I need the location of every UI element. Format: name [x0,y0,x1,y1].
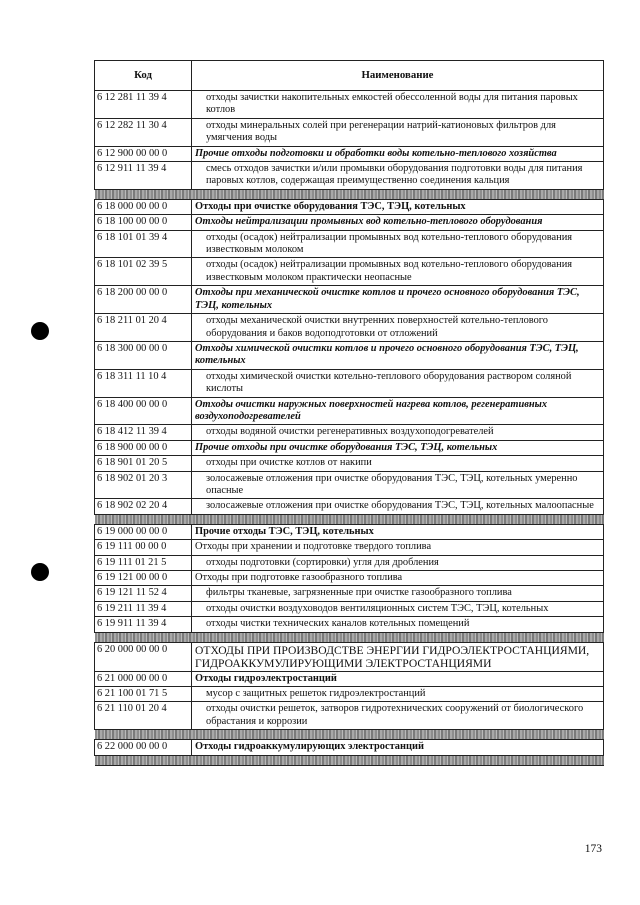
divider-cell [95,189,604,199]
row-code: 6 18 901 01 20 5 [95,456,192,471]
row-name: фильтры тканевые, загрязненные при очистке газообразного топлива [192,586,604,601]
row-code: 6 18 412 11 39 4 [95,425,192,440]
table-row [95,369,604,397]
row-name: Отходы при хранении и подготовке твердого топлива [192,540,604,555]
row-code: 6 21 100 01 71 5 [95,687,192,702]
table-row [95,687,604,702]
table-row [95,425,604,440]
row-name: Отходы химической очистки котлов и прочего основного оборудования ТЭС, ТЭЦ, котельных [192,341,604,369]
row-code: 6 18 300 00 00 0 [95,341,192,369]
binder-hole-bottom [31,563,49,581]
row-code: 6 18 400 00 00 0 [95,397,192,425]
section-divider-band [95,632,604,642]
table-row [95,118,604,146]
row-name: Отходы гидроэлектростанций [192,671,604,686]
table-body [95,91,604,766]
row-code: 6 21 000 00 00 0 [95,671,192,686]
table-header-row [95,61,604,91]
row-name: смесь отходов зачистки и/или промывки оборудования подготовки воды для питания паровых котлов, содержащая преимущественно соединения кальция [192,162,604,190]
row-name: отходы (осадок) нейтрализации промывных вод котельно-теплового оборудования известковым молоком [192,230,604,258]
row-name: отходы очистки решеток, затворов гидротехнических сооружений от биологического обрастания и коррозии [192,702,604,730]
row-code: 6 12 900 00 00 0 [95,146,192,161]
table-row [95,286,604,314]
section-divider-band [95,514,604,524]
page-number: 173 [584,843,602,855]
row-name: золосажевые отложения при очистке оборудования ТЭС, ТЭЦ, котельных малоопасные [192,499,604,514]
row-code: 6 18 311 11 10 4 [95,369,192,397]
table-row [95,314,604,342]
row-name: Отходы нейтрализации промывных вод котельно-теплового оборудования [192,215,604,230]
row-code: 6 19 000 00 00 0 [95,524,192,539]
row-name: отходы механической очистки внутренних поверхностей котельно-теплового оборудования и баков водоподготовки от отложений [192,314,604,342]
table-row [95,601,604,616]
table-row [95,91,604,119]
row-code: 6 18 101 01 39 4 [95,230,192,258]
table-row [95,524,604,539]
section-divider-band [95,755,604,765]
table-row [95,540,604,555]
row-name: отходы подготовки (сортировки) угля для дробления [192,555,604,570]
row-code: 6 12 911 11 39 4 [95,162,192,190]
header-code: Код [95,61,192,91]
divider-cell [95,755,604,765]
row-code: 6 19 121 00 00 0 [95,571,192,586]
table-row [95,702,604,730]
waste-classifier-table [94,60,604,766]
table-row [95,440,604,455]
row-code: 6 18 100 00 00 0 [95,215,192,230]
table-row [95,471,604,499]
table-row [95,456,604,471]
row-name: отходы зачистки накопительных емкостей обессоленной воды для питания паровых котлов [192,91,604,119]
table-row [95,230,604,258]
row-code: 6 19 111 01 21 5 [95,555,192,570]
table-row [95,199,604,214]
row-name: мусор с защитных решеток гидроэлектростанций [192,687,604,702]
row-code: 6 18 101 02 39 5 [95,258,192,286]
table-row [95,617,604,632]
row-name: отходы очистки воздуховодов вентиляционных систем ТЭС, ТЭЦ, котельных [192,601,604,616]
section-divider-band [95,189,604,199]
row-code: 6 21 110 01 20 4 [95,702,192,730]
row-name: отходы чистки технических каналов котельных помещений [192,617,604,632]
row-code: 6 18 900 00 00 0 [95,440,192,455]
row-name: Отходы при подготовке газообразного топлива [192,571,604,586]
row-name: Отходы при механической очистке котлов и прочего основного оборудования ТЭС, ТЭЦ, котельных [192,286,604,314]
binder-hole-top [31,322,49,340]
row-code: 6 19 121 11 52 4 [95,586,192,601]
row-name: Отходы очистки наружных поверхностей нагрева котлов, регенеративных воздухоподогревателей [192,397,604,425]
table-row [95,162,604,190]
row-code: 6 19 211 11 39 4 [95,601,192,616]
row-code: 6 20 000 00 00 0 [95,642,192,671]
row-name: Прочие отходы ТЭС, ТЭЦ, котельных [192,524,604,539]
row-name: отходы при очистке котлов от накипи [192,456,604,471]
row-name: золосажевые отложения при очистке оборудования ТЭС, ТЭЦ, котельных умеренно опасные [192,471,604,499]
row-code: 6 18 902 02 20 4 [95,499,192,514]
table-row [95,341,604,369]
table-row [95,642,604,671]
row-name: отходы химической очистки котельно-теплового оборудования раствором соляной кислоты [192,369,604,397]
divider-cell [95,632,604,642]
divider-cell [95,514,604,524]
row-name: Отходы гидроаккумулирующих электростанций [192,740,604,755]
row-name: Прочие отходы подготовки и обработки воды котельно-теплового хозяйства [192,146,604,161]
table-row [95,215,604,230]
row-code: 6 12 282 11 30 4 [95,118,192,146]
row-code: 6 18 211 01 20 4 [95,314,192,342]
table-row [95,586,604,601]
table-row [95,397,604,425]
row-code: 6 18 902 01 20 3 [95,471,192,499]
row-name: ОТХОДЫ ПРИ ПРОИЗВОДСТВЕ ЭНЕРГИИ ГИДРОЭЛЕКТРОСТАНЦИЯМИ, ГИДРОАККУМУЛИРУЮЩИМИ ЭЛЕКТРОСТАНЦИЯМИ [192,642,604,671]
row-code: 6 12 281 11 39 4 [95,91,192,119]
row-name: Прочие отходы при очистке оборудования ТЭС, ТЭЦ, котельных [192,440,604,455]
row-code: 6 19 111 00 00 0 [95,540,192,555]
table-row [95,499,604,514]
table-row [95,740,604,755]
row-code: 6 18 000 00 00 0 [95,199,192,214]
table-row [95,555,604,570]
table-row [95,571,604,586]
section-divider-band [95,730,604,740]
row-name: Отходы при очистке оборудования ТЭС, ТЭЦ, котельных [192,199,604,214]
row-code: 6 19 911 11 39 4 [95,617,192,632]
table-row [95,146,604,161]
header-name: Наименование [192,61,604,91]
divider-cell [95,730,604,740]
row-name: отходы водяной очистки регенеративных воздухоподогревателей [192,425,604,440]
row-code: 6 18 200 00 00 0 [95,286,192,314]
row-code: 6 22 000 00 00 0 [95,740,192,755]
table-row [95,258,604,286]
row-name: отходы (осадок) нейтрализации промывных вод котельно-теплового оборудования известковым молоком практически неопасные [192,258,604,286]
row-name: отходы минеральных солей при регенерации натрий-катионовых фильтров для умягчения воды [192,118,604,146]
table-row [95,671,604,686]
